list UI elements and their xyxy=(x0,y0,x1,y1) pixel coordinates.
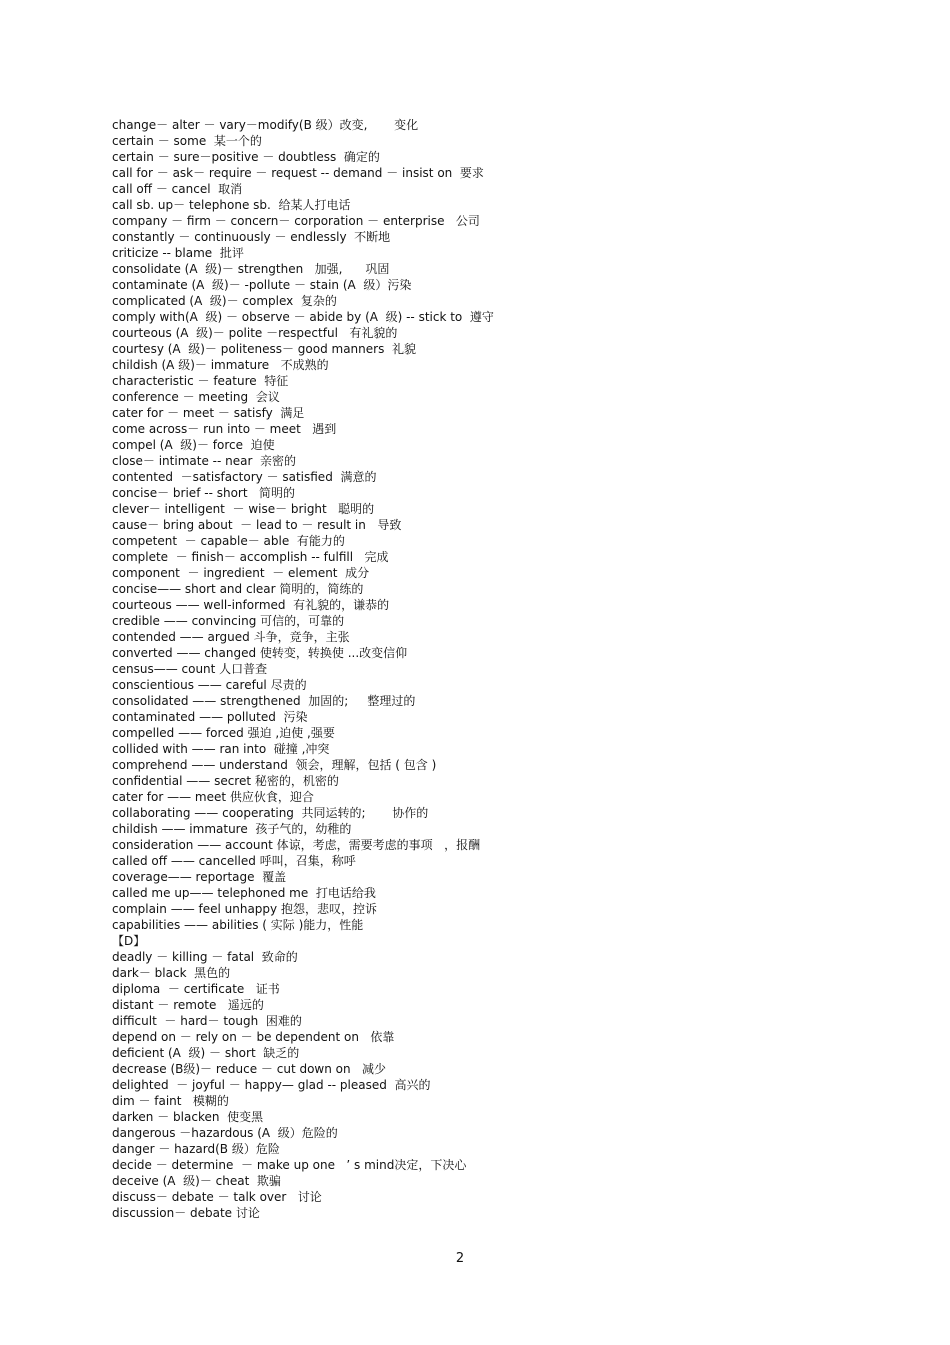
vocabulary-entry: diploma － certificate 证书 xyxy=(112,982,280,996)
vocabulary-entry: change－ alter － vary－modify(B 级）改变, 变化 xyxy=(112,118,419,132)
vocabulary-entry: dim － faint 模糊的 xyxy=(112,1094,229,1108)
vocabulary-entry: called me up—— telephoned me 打电话给我 xyxy=(112,886,376,900)
vocabulary-list xyxy=(112,117,912,1221)
vocabulary-entry: consideration —— account 体谅，考虑，需要考虑的事项 ，报酬 xyxy=(112,838,481,852)
vocabulary-entry: constantly － continuously － endlessly 不断地 xyxy=(112,230,391,244)
vocabulary-entry: certain － sure－positive － doubtless 确定的 xyxy=(112,150,380,164)
vocabulary-entry: cater for － meet － satisfy 满足 xyxy=(112,406,305,420)
vocabulary-entry: comply with(A 级) － observe － abide by (A 级) -- stick to 遵守 xyxy=(112,310,494,324)
vocabulary-entry: conference － meeting 会议 xyxy=(112,390,280,404)
vocabulary-entry: call for － ask－ require － request -- demand － insist on 要求 xyxy=(112,166,484,180)
vocabulary-entry: component － ingredient － element 成分 xyxy=(112,566,370,580)
vocabulary-entry: complete － finish－ accomplish -- fulfill 完成 xyxy=(112,550,389,564)
vocabulary-entry: deceive (A 级)－ cheat 欺骗 xyxy=(112,1174,281,1188)
vocabulary-entry: called off —— cancelled 呼叫，召集，称呼 xyxy=(112,854,356,868)
vocabulary-entry: dark－ black 黑色的 xyxy=(112,966,231,980)
vocabulary-entry: consolidate (A 级)－ strengthen 加强, 巩固 xyxy=(112,262,390,276)
vocabulary-entry: deficient (A 级) － short 缺乏的 xyxy=(112,1046,300,1060)
vocabulary-entry: consolidated —— strengthened 加固的; 整理过的 xyxy=(112,694,416,708)
vocabulary-entry: cause－ bring about － lead to － result in 导致 xyxy=(112,518,402,532)
vocabulary-entry: discussion－ debate 讨论 xyxy=(112,1206,260,1220)
vocabulary-entry: childish (A 级)－ immature 不成熟的 xyxy=(112,358,329,372)
vocabulary-entry: concise—— short and clear 简明的，简练的 xyxy=(112,582,364,596)
vocabulary-entry: company － firm － concern－ corporation － enterprise 公司 xyxy=(112,214,480,228)
vocabulary-entry: close－ intimate -- near 亲密的 xyxy=(112,454,297,468)
page-number: 2 xyxy=(455,1251,465,1266)
vocabulary-entry: cater for —— meet 供应伙食，迎合 xyxy=(112,790,314,804)
vocabulary-entry: credible —— convincing 可信的，可靠的 xyxy=(112,614,345,628)
vocabulary-entry: compel (A 级)－ force 迫使 xyxy=(112,438,275,452)
vocabulary-entry: discuss－ debate － talk over 讨论 xyxy=(112,1190,322,1204)
vocabulary-entry: dangerous －hazardous (A 级）危险的 xyxy=(112,1126,338,1140)
vocabulary-entry: conscientious —— careful 尽责的 xyxy=(112,678,307,692)
vocabulary-entry: darken － blacken 使变黑 xyxy=(112,1110,264,1124)
vocabulary-entry: criticize -- blame 批评 xyxy=(112,246,244,260)
vocabulary-entry: deadly － killing － fatal 致命的 xyxy=(112,950,298,964)
vocabulary-entry: contaminate (A 级)－ -pollute － stain (A 级）污染 xyxy=(112,278,412,292)
vocabulary-entry: competent － capable－ able 有能力的 xyxy=(112,534,345,548)
vocabulary-entry: complain —— feel unhappy 抱怨，悲叹，控诉 xyxy=(112,902,377,916)
vocabulary-entry: call sb. up－ telephone sb. 给某人打电话 xyxy=(112,198,351,212)
vocabulary-entry: 【D】 xyxy=(112,934,146,948)
vocabulary-entry: depend on － rely on － be dependent on 依靠 xyxy=(112,1030,395,1044)
vocabulary-entry: clever－ intelligent － wise－ bright 聪明的 xyxy=(112,502,375,516)
vocabulary-entry: coverage—— reportage 覆盖 xyxy=(112,870,287,884)
vocabulary-entry: collided with —— ran into 碰撞 ,冲突 xyxy=(112,742,330,756)
vocabulary-entry: confidential —— secret 秘密的，机密的 xyxy=(112,774,339,788)
vocabulary-entry: decide － determine － make up one ’ s mind决定，下决心 xyxy=(112,1158,467,1172)
vocabulary-entry: compelled —— forced 强迫 ,迫使 ,强要 xyxy=(112,726,335,740)
vocabulary-entry: capabilities —— abilities ( 实际 )能力，性能 xyxy=(112,918,364,932)
vocabulary-entry: census—— count 人口普查 xyxy=(112,662,268,676)
vocabulary-entry: collaborating —— cooperating 共同运转的; 协作的 xyxy=(112,806,429,820)
vocabulary-entry: courteous —— well-informed 有礼貌的，谦恭的 xyxy=(112,598,390,612)
vocabulary-entry: decrease (B级)－ reduce － cut down on 减少 xyxy=(112,1062,387,1076)
vocabulary-entry: complicated (A 级)－ complex 复杂的 xyxy=(112,294,337,308)
vocabulary-entry: difficult － hard－ tough 困难的 xyxy=(112,1014,302,1028)
vocabulary-entry: danger － hazard(B 级）危险 xyxy=(112,1142,280,1156)
vocabulary-entry: concise－ brief -- short 简明的 xyxy=(112,486,295,500)
vocabulary-entry: delighted － joyful － happy— glad -- pleased 高兴的 xyxy=(112,1078,431,1092)
vocabulary-entry: call off － cancel 取消 xyxy=(112,182,243,196)
vocabulary-entry: come across－ run into － meet 遇到 xyxy=(112,422,337,436)
vocabulary-entry: contended —— argued 斗争，竞争，主张 xyxy=(112,630,350,644)
vocabulary-entry: certain － some 某一个的 xyxy=(112,134,262,148)
vocabulary-entry: courteous (A 级)－ polite －respectful 有礼貌的 xyxy=(112,326,398,340)
vocabulary-entry: comprehend —— understand 领会，理解，包括 ( 包含 ) xyxy=(112,758,437,772)
vocabulary-entry: childish —— immature 孩子气的，幼稚的 xyxy=(112,822,352,836)
vocabulary-entry: contented －satisfactory － satisfied 满意的 xyxy=(112,470,377,484)
vocabulary-entry: distant － remote 遥远的 xyxy=(112,998,264,1012)
vocabulary-entry: characteristic － feature 特征 xyxy=(112,374,289,388)
vocabulary-entry: courtesy (A 级)－ politeness－ good manners 礼貌 xyxy=(112,342,416,356)
vocabulary-entry: converted —— changed 使转变，转换使 ...改变信仰 xyxy=(112,646,408,660)
vocabulary-entry: contaminated —— polluted 污染 xyxy=(112,710,308,724)
